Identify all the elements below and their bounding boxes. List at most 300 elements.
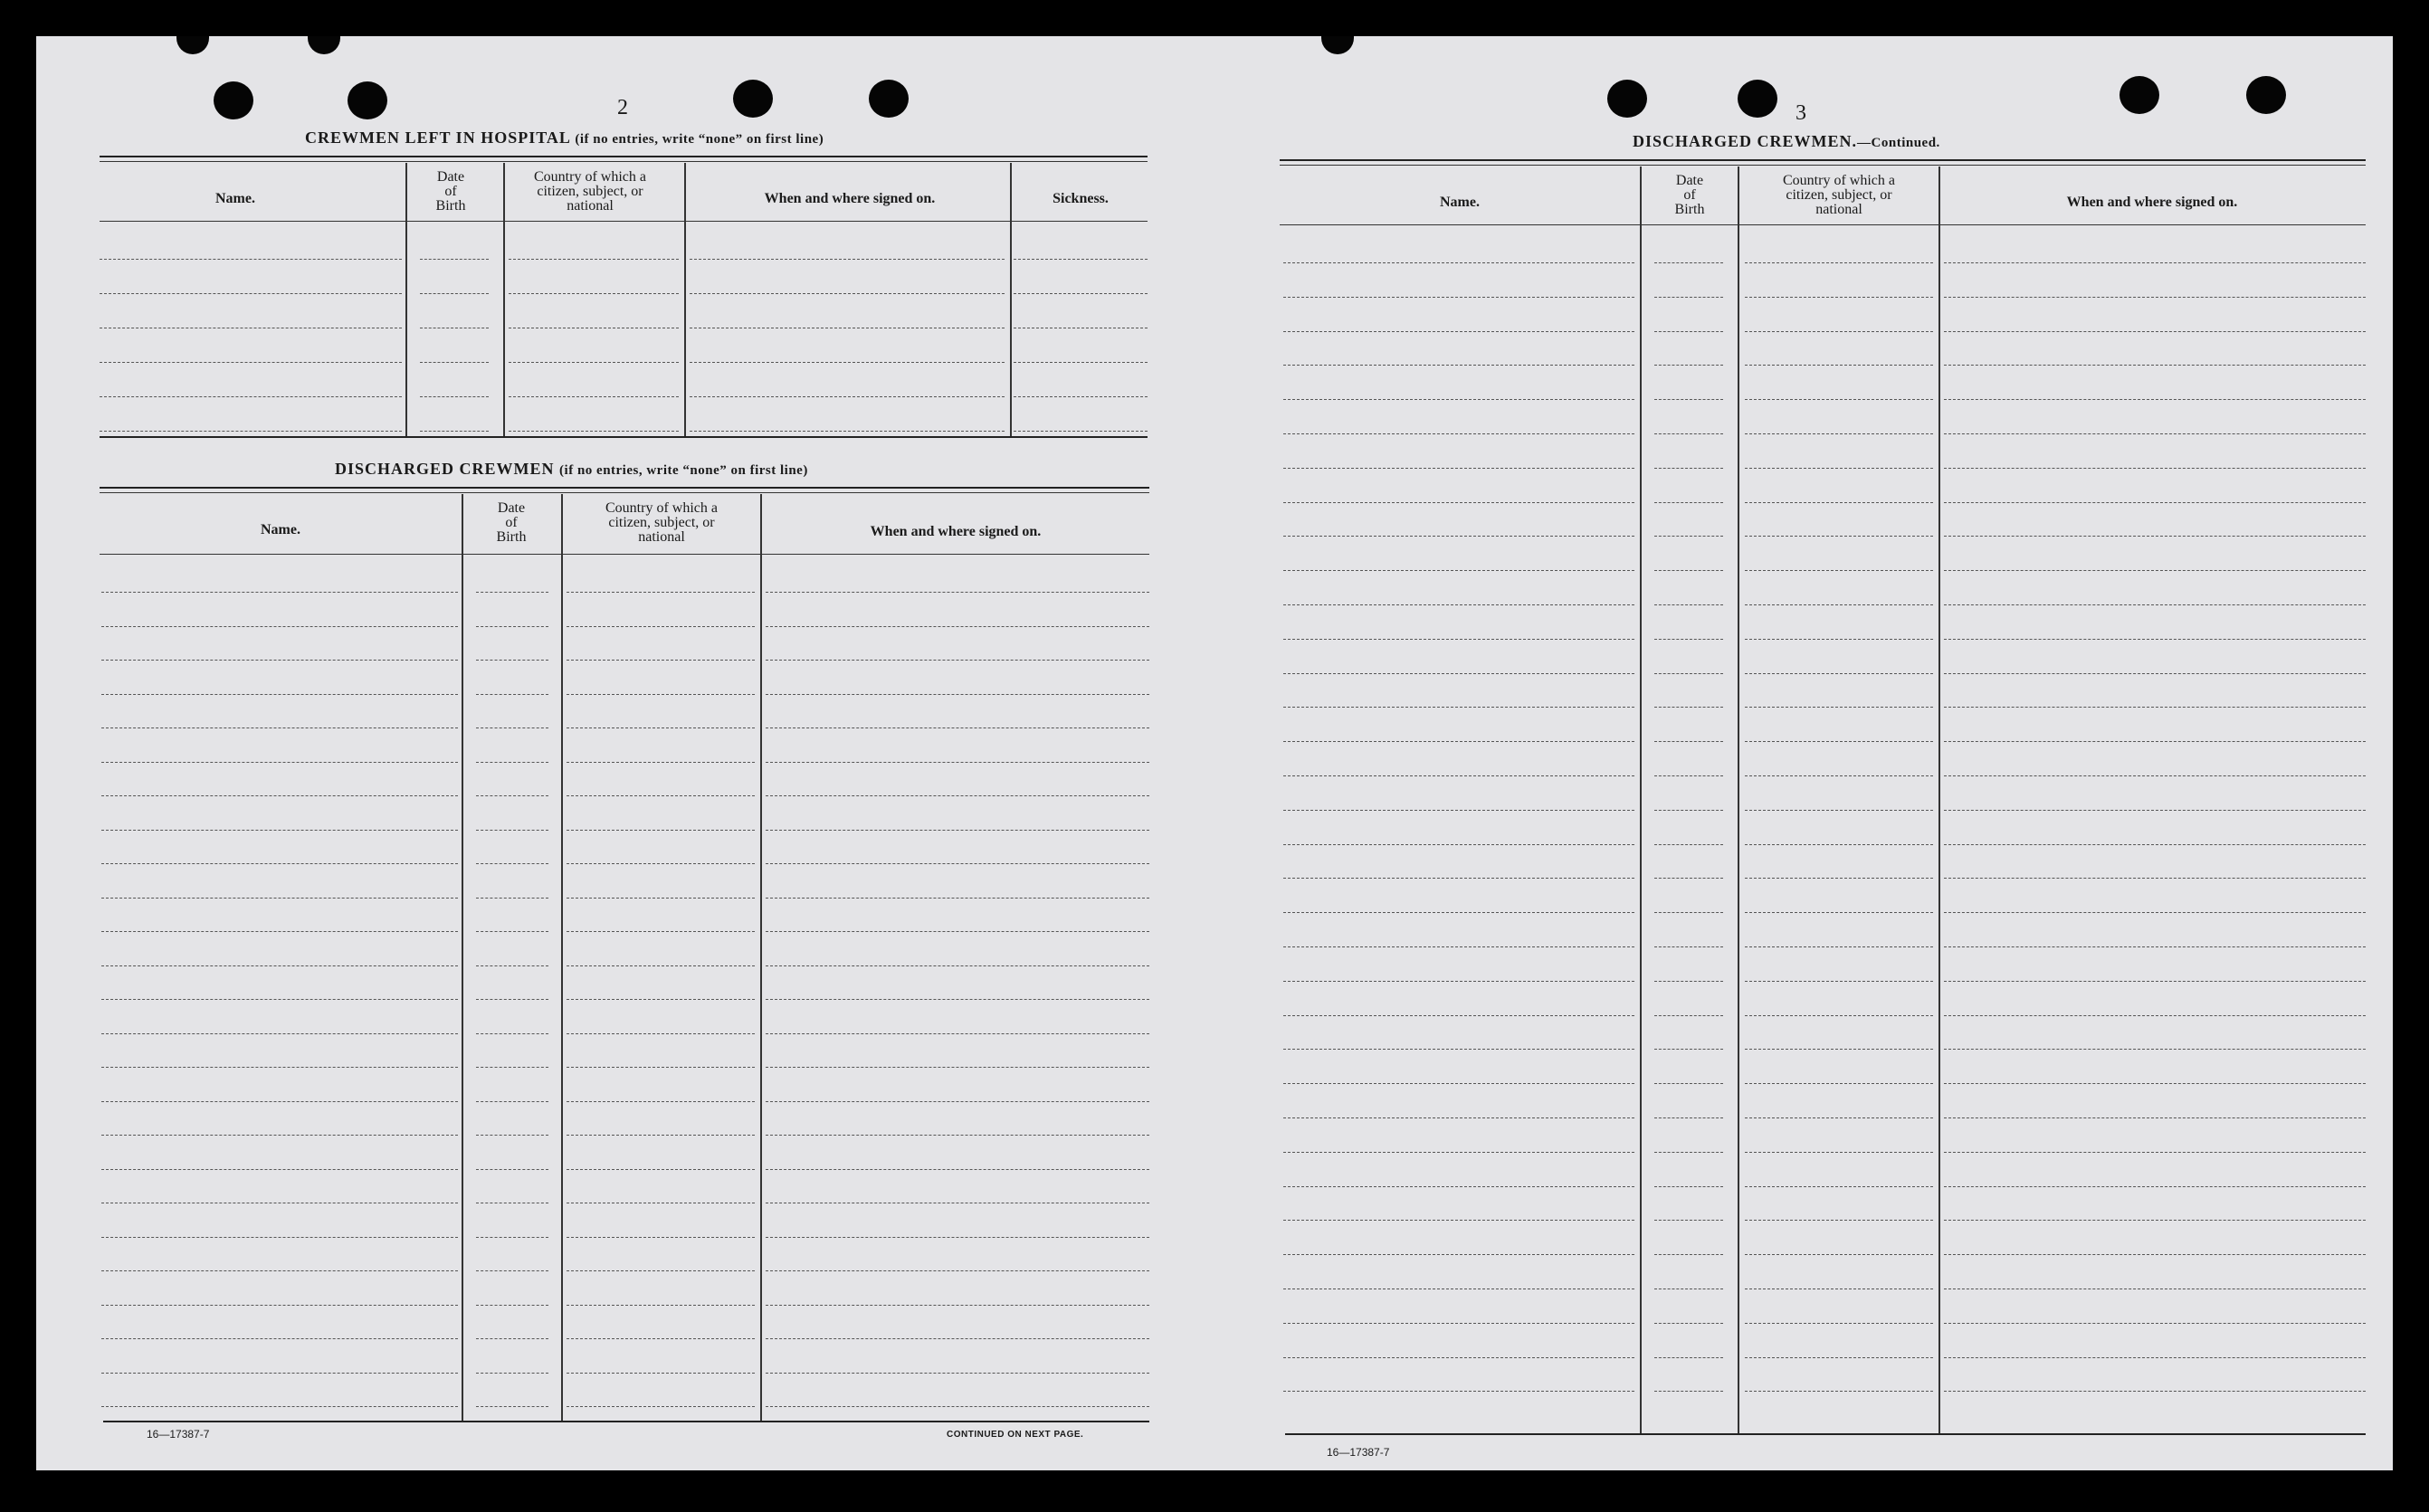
entry-line: [1745, 262, 1933, 263]
entry-line: [476, 1373, 548, 1374]
entry-line: [567, 1305, 755, 1306]
entry-line: [766, 1067, 1149, 1068]
entry-line: [766, 1373, 1149, 1374]
entry-line: [101, 1033, 458, 1034]
entry-line: [766, 626, 1149, 627]
entry-line: [1283, 844, 1634, 845]
entry-line: [476, 965, 548, 966]
entry-line: [1283, 1152, 1634, 1153]
entry-line: [1944, 741, 2366, 742]
entry-line: [1745, 433, 1933, 434]
entry-line: [1283, 365, 1634, 366]
page-number-right: 3: [1796, 101, 1806, 125]
entry-line: [476, 1033, 548, 1034]
entry-line: [1654, 1220, 1723, 1221]
discharged-bottom-rule: [103, 1421, 1149, 1422]
entry-line: [1944, 1152, 2366, 1153]
entry-line: [1944, 536, 2366, 537]
right-top-rule-2: [1280, 165, 2366, 166]
col-divider: [1640, 166, 1642, 1435]
entry-line: [1745, 775, 1933, 776]
entry-line: [1944, 502, 2366, 503]
entry-line: [1654, 1357, 1723, 1358]
notch-mark: [308, 36, 340, 54]
entry-line: [1745, 502, 1933, 503]
entry-line: [1745, 844, 1933, 845]
entry-line: [766, 592, 1149, 593]
entry-line: [1283, 1186, 1634, 1187]
entry-line: [1283, 297, 1634, 298]
entry-line: [1283, 673, 1634, 674]
entry-line: [1283, 741, 1634, 742]
entry-line: [567, 762, 755, 763]
entry-line: [690, 431, 1005, 432]
entry-line: [476, 795, 548, 796]
entry-line: [567, 863, 755, 864]
entry-line: [766, 1305, 1149, 1306]
entry-line: [1745, 810, 1933, 811]
entry-line: [567, 965, 755, 966]
entry-line: [766, 1237, 1149, 1238]
entry-line: [1944, 1323, 2366, 1324]
entry-line: [1283, 1254, 1634, 1255]
entry-line: [101, 1169, 458, 1170]
entry-line: [1944, 365, 2366, 366]
entry-line: [567, 660, 755, 661]
entry-line: [1283, 331, 1634, 332]
discharged-col-country: Country of which a citizen, subject, or national: [605, 500, 718, 545]
entry-line: [1283, 570, 1634, 571]
entry-line: [1654, 1049, 1723, 1050]
punch-hole: [2246, 76, 2286, 114]
entry-line: [1745, 1083, 1933, 1084]
entry-line: [1745, 297, 1933, 298]
entry-line: [766, 898, 1149, 899]
entry-line: [476, 898, 548, 899]
entry-line: [420, 396, 489, 397]
entry-line: [476, 626, 548, 627]
punch-hole: [1607, 80, 1647, 118]
entry-line: [1283, 399, 1634, 400]
punch-hole: [733, 80, 773, 118]
entry-line: [1283, 433, 1634, 434]
entry-line: [1283, 1015, 1634, 1016]
entry-line: [690, 362, 1005, 363]
entry-line: [101, 1067, 458, 1068]
col-divider: [561, 494, 563, 1422]
entry-line: [567, 1338, 755, 1339]
entry-line: [1654, 570, 1723, 571]
entry-line: [1944, 604, 2366, 605]
entry-line: [1283, 1117, 1634, 1118]
discharged-top-rule: [100, 487, 1149, 489]
entry-line: [1014, 259, 1148, 260]
entry-line: [766, 965, 1149, 966]
entry-line: [101, 1101, 458, 1102]
entry-line: [1745, 878, 1933, 879]
entry-line: [766, 931, 1149, 932]
entry-line: [1745, 981, 1933, 982]
entry-line: [1944, 1357, 2366, 1358]
entry-line: [1283, 468, 1634, 469]
right-col-signed-on: When and where signed on.: [2066, 195, 2238, 210]
entry-line: [101, 931, 458, 932]
right-top-rule: [1280, 159, 2366, 161]
entry-line: [1944, 468, 2366, 469]
hospital-col-dob: Date of Birth: [435, 169, 466, 214]
entry-line: [1745, 639, 1933, 640]
entry-line: [476, 1169, 548, 1170]
entry-line: [1283, 262, 1634, 263]
entry-line: [476, 1237, 548, 1238]
notch-mark: [176, 36, 209, 54]
entry-line: [1654, 673, 1723, 674]
entry-line: [567, 727, 755, 728]
entry-line: [766, 1033, 1149, 1034]
hospital-col-signed-on: When and where signed on.: [764, 191, 936, 206]
entry-line: [1944, 433, 2366, 434]
entry-line: [509, 259, 679, 260]
entry-line: [476, 931, 548, 932]
entry-line: [690, 293, 1005, 294]
entry-line: [476, 863, 548, 864]
notch-mark: [1321, 36, 1354, 54]
entry-line: [1283, 912, 1634, 913]
entry-line: [1745, 741, 1933, 742]
entry-line: [567, 1033, 755, 1034]
right-header-rule: [1280, 224, 2366, 225]
entry-line: [1654, 399, 1723, 400]
entry-line: [1745, 707, 1933, 708]
entry-line: [1654, 741, 1723, 742]
entry-line: [1745, 1186, 1933, 1187]
entry-line: [1745, 399, 1933, 400]
entry-line: [1654, 433, 1723, 434]
entry-line: [509, 362, 679, 363]
entry-line: [420, 431, 489, 432]
entry-line: [100, 431, 402, 432]
entry-line: [1944, 262, 2366, 263]
discharged-col-dob: Date of Birth: [496, 500, 527, 545]
entry-line: [1944, 912, 2366, 913]
entry-line: [476, 999, 548, 1000]
entry-line: [1283, 536, 1634, 537]
entry-line: [1745, 365, 1933, 366]
entry-line: [1944, 1015, 2366, 1016]
entry-line: [1283, 1083, 1634, 1084]
entry-line: [1654, 946, 1723, 947]
entry-line: [1654, 639, 1723, 640]
entry-line: [1745, 1254, 1933, 1255]
entry-line: [1745, 946, 1933, 947]
entry-line: [1283, 639, 1634, 640]
entry-line: [1654, 810, 1723, 811]
punch-hole: [2119, 76, 2159, 114]
entry-line: [1745, 536, 1933, 537]
entry-line: [1283, 1391, 1634, 1392]
entry-line: [101, 660, 458, 661]
entry-line: [101, 762, 458, 763]
punch-hole: [1738, 80, 1777, 118]
entry-line: [101, 694, 458, 695]
entry-line: [101, 626, 458, 627]
hospital-col-sickness: Sickness.: [1053, 191, 1109, 206]
entry-line: [100, 259, 402, 260]
entry-line: [101, 1373, 458, 1374]
entry-line: [1654, 1391, 1723, 1392]
entry-line: [1283, 1220, 1634, 1221]
right-section-title: DISCHARGED CREWMEN.—Continued.: [1633, 132, 1940, 150]
discharged-section-title: DISCHARGED CREWMEN (if no entries, write “none” on first line): [335, 460, 808, 478]
discharged-col-signed-on: When and where signed on.: [870, 524, 1042, 539]
discharged-header-rule: [100, 554, 1149, 555]
entry-line: [100, 362, 402, 363]
entry-line: [420, 259, 489, 260]
entry-line: [1654, 536, 1723, 537]
entry-line: [1745, 673, 1933, 674]
entry-line: [567, 694, 755, 695]
entry-line: [101, 1135, 458, 1136]
entry-line: [1654, 1186, 1723, 1187]
punch-hole: [348, 81, 387, 119]
right-col-country: Country of which a citizen, subject, or national: [1783, 173, 1895, 217]
entry-line: [476, 1406, 548, 1407]
entry-line: [1944, 1186, 2366, 1187]
punch-hole: [214, 81, 253, 119]
entry-line: [1654, 1323, 1723, 1324]
entry-line: [1745, 1323, 1933, 1324]
entry-line: [1283, 1049, 1634, 1050]
entry-line: [1654, 707, 1723, 708]
entry-line: [1745, 912, 1933, 913]
entry-line: [1944, 1391, 2366, 1392]
entry-line: [101, 1338, 458, 1339]
entry-line: [101, 592, 458, 593]
col-divider: [462, 494, 463, 1422]
form-code-right: 16—17387-7: [1327, 1446, 1390, 1459]
entry-line: [476, 1135, 548, 1136]
col-divider: [1938, 166, 1940, 1435]
hospital-col-name: Name.: [215, 191, 255, 206]
entry-line: [1654, 604, 1723, 605]
entry-line: [1014, 293, 1148, 294]
hospital-top-rule: [100, 156, 1148, 157]
hospital-bottom-rule: [100, 436, 1148, 438]
entry-line: [101, 1270, 458, 1271]
col-divider: [1738, 166, 1739, 1435]
entry-line: [567, 795, 755, 796]
entry-line: [476, 727, 548, 728]
entry-line: [1745, 468, 1933, 469]
entry-line: [1944, 297, 2366, 298]
entry-line: [1944, 399, 2366, 400]
entry-line: [101, 999, 458, 1000]
entry-line: [766, 694, 1149, 695]
entry-line: [690, 396, 1005, 397]
entry-line: [1944, 878, 2366, 879]
entry-line: [766, 830, 1149, 831]
entry-line: [766, 999, 1149, 1000]
hospital-col-country: Country of which a citizen, subject, or national: [534, 169, 646, 214]
entry-line: [1654, 365, 1723, 366]
entry-line: [1944, 844, 2366, 845]
entry-line: [476, 1067, 548, 1068]
right-col-dob: Date of Birth: [1674, 173, 1705, 217]
entry-line: [101, 898, 458, 899]
entry-line: [567, 1373, 755, 1374]
entry-line: [766, 660, 1149, 661]
col-divider: [684, 163, 686, 436]
entry-line: [100, 396, 402, 397]
entry-line: [476, 1305, 548, 1306]
entry-line: [1654, 878, 1723, 879]
document-sheet: [36, 36, 2393, 1470]
entry-line: [1283, 981, 1634, 982]
entry-line: [101, 863, 458, 864]
entry-line: [1944, 775, 2366, 776]
discharged-col-name: Name.: [261, 522, 300, 537]
entry-line: [1283, 878, 1634, 879]
entry-line: [1283, 775, 1634, 776]
col-divider: [760, 494, 762, 1422]
entry-line: [567, 830, 755, 831]
entry-line: [1654, 844, 1723, 845]
entry-line: [1944, 707, 2366, 708]
entry-line: [476, 694, 548, 695]
entry-line: [1283, 810, 1634, 811]
entry-line: [1944, 1220, 2366, 1221]
entry-line: [1283, 604, 1634, 605]
entry-line: [1654, 1152, 1723, 1153]
entry-line: [101, 965, 458, 966]
entry-line: [509, 396, 679, 397]
entry-line: [766, 762, 1149, 763]
page-number-left: 2: [617, 96, 628, 119]
entry-line: [766, 727, 1149, 728]
entry-line: [100, 293, 402, 294]
entry-line: [476, 1338, 548, 1339]
entry-line: [476, 830, 548, 831]
entry-line: [1654, 297, 1723, 298]
continued-note: CONTINUED ON NEXT PAGE.: [947, 1430, 1084, 1440]
entry-line: [567, 592, 755, 593]
col-divider: [405, 163, 407, 436]
entry-line: [1654, 775, 1723, 776]
hospital-top-rule-2: [100, 161, 1148, 162]
entry-line: [420, 362, 489, 363]
entry-line: [1745, 604, 1933, 605]
entry-line: [1944, 946, 2366, 947]
col-divider: [503, 163, 505, 436]
entry-line: [567, 1237, 755, 1238]
entry-line: [567, 1135, 755, 1136]
col-divider: [1010, 163, 1012, 436]
entry-line: [476, 1101, 548, 1102]
entry-line: [1654, 981, 1723, 982]
entry-line: [1944, 1083, 2366, 1084]
entry-line: [101, 1406, 458, 1407]
entry-line: [1745, 331, 1933, 332]
right-bottom-rule: [1285, 1433, 2366, 1435]
entry-line: [567, 1067, 755, 1068]
entry-line: [766, 863, 1149, 864]
entry-line: [567, 1406, 755, 1407]
entry-line: [1745, 1049, 1933, 1050]
entry-line: [476, 1270, 548, 1271]
entry-line: [766, 1270, 1149, 1271]
entry-line: [1283, 1357, 1634, 1358]
entry-line: [1944, 1049, 2366, 1050]
entry-line: [690, 259, 1005, 260]
entry-line: [1014, 396, 1148, 397]
entry-line: [420, 293, 489, 294]
entry-line: [101, 1305, 458, 1306]
entry-line: [1944, 810, 2366, 811]
entry-line: [1745, 1391, 1933, 1392]
entry-line: [567, 1169, 755, 1170]
entry-line: [1944, 1254, 2366, 1255]
entry-line: [567, 931, 755, 932]
entry-line: [1654, 502, 1723, 503]
entry-line: [766, 1406, 1149, 1407]
entry-line: [766, 1101, 1149, 1102]
entry-line: [567, 898, 755, 899]
entry-line: [476, 592, 548, 593]
entry-line: [567, 626, 755, 627]
entry-line: [509, 293, 679, 294]
entry-line: [1283, 1323, 1634, 1324]
entry-line: [1944, 1117, 2366, 1118]
entry-line: [1944, 331, 2366, 332]
entry-line: [1654, 262, 1723, 263]
entry-line: [1014, 362, 1148, 363]
entry-line: [101, 830, 458, 831]
entry-line: [1745, 1117, 1933, 1118]
hospital-section-title: CREWMEN LEFT IN HOSPITAL (if no entries, write “none” on first line): [305, 128, 824, 147]
discharged-top-rule-2: [100, 492, 1149, 493]
entry-line: [476, 762, 548, 763]
entry-line: [766, 1338, 1149, 1339]
form-code-left: 16—17387-7: [147, 1428, 210, 1441]
entry-line: [1654, 468, 1723, 469]
entry-line: [101, 1237, 458, 1238]
entry-line: [1654, 1117, 1723, 1118]
entry-line: [1944, 673, 2366, 674]
entry-line: [766, 1169, 1149, 1170]
hospital-header-rule: [100, 221, 1148, 222]
entry-line: [1745, 1220, 1933, 1221]
entry-line: [101, 795, 458, 796]
right-col-name: Name.: [1440, 195, 1480, 210]
entry-line: [766, 1135, 1149, 1136]
entry-line: [1654, 331, 1723, 332]
entry-line: [1283, 946, 1634, 947]
entry-line: [509, 431, 679, 432]
punch-hole: [869, 80, 909, 118]
entry-line: [1014, 431, 1148, 432]
entry-line: [1283, 707, 1634, 708]
entry-line: [1745, 1357, 1933, 1358]
entry-line: [1944, 981, 2366, 982]
entry-line: [1654, 1254, 1723, 1255]
entry-line: [567, 999, 755, 1000]
entry-line: [766, 795, 1149, 796]
entry-line: [1654, 1083, 1723, 1084]
entry-line: [1654, 1015, 1723, 1016]
entry-line: [1944, 570, 2366, 571]
entry-line: [101, 727, 458, 728]
entry-line: [1944, 639, 2366, 640]
